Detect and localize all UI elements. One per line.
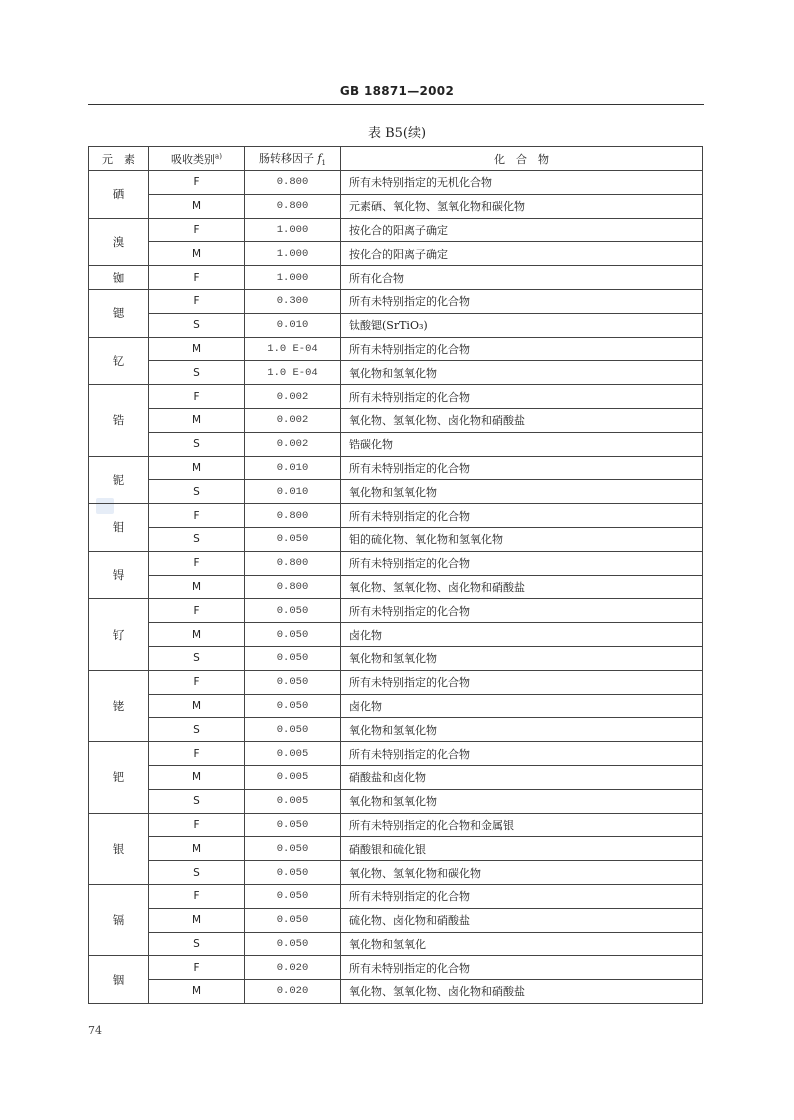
- class-cell: F: [149, 956, 245, 980]
- class-cell: S: [149, 646, 245, 670]
- factor-cell: 0.002: [245, 385, 341, 409]
- factor-cell: 0.050: [245, 670, 341, 694]
- compound-cell: 所有未特别指定的化合物: [341, 385, 703, 409]
- class-cell: S: [149, 932, 245, 956]
- factor-cell: 0.800: [245, 171, 341, 195]
- factor-cell: 0.005: [245, 765, 341, 789]
- class-cell: M: [149, 765, 245, 789]
- class-cell: F: [149, 551, 245, 575]
- table-row: [89, 504, 703, 528]
- compound-cell: 所有未特别指定的化合物: [341, 956, 703, 980]
- table-row: [89, 694, 703, 718]
- factor-cell: 0.010: [245, 313, 341, 337]
- compound-cell: 硝酸盐和卤化物: [341, 765, 703, 789]
- factor-cell: 0.300: [245, 289, 341, 313]
- table-row: [89, 361, 703, 385]
- class-cell: S: [149, 789, 245, 813]
- compound-cell: 按化合的阳离子确定: [341, 242, 703, 266]
- table-row: [89, 623, 703, 647]
- class-cell: S: [149, 432, 245, 456]
- class-cell: F: [149, 218, 245, 242]
- table-row: [89, 742, 703, 766]
- class-cell: F: [149, 599, 245, 623]
- element-cell: 钌: [89, 599, 149, 670]
- compound-cell: 所有未特别指定的化合物: [341, 551, 703, 575]
- table-row: [89, 908, 703, 932]
- table-row: [89, 932, 703, 956]
- header-compound: 化 合 物: [341, 147, 703, 171]
- class-cell: M: [149, 408, 245, 432]
- compound-cell: 氧化物、氢氧化物、卤化物和硝酸盐: [341, 980, 703, 1004]
- table-row: [89, 432, 703, 456]
- class-cell: M: [149, 980, 245, 1004]
- element-cell: 钇: [89, 337, 149, 385]
- compound-cell: 卤化物: [341, 623, 703, 647]
- factor-cell: 0.050: [245, 718, 341, 742]
- factor-cell: 0.010: [245, 480, 341, 504]
- table-row: [89, 194, 703, 218]
- compound-cell: 所有未特别指定的化合物: [341, 337, 703, 361]
- compound-cell: 氧化物、氢氧化物、卤化物和硝酸盐: [341, 575, 703, 599]
- compound-cell: 所有未特别指定的化合物和金属银: [341, 813, 703, 837]
- table-row: [89, 980, 703, 1004]
- class-cell: F: [149, 266, 245, 290]
- table-row: [89, 670, 703, 694]
- class-cell: F: [149, 813, 245, 837]
- class-cell: M: [149, 337, 245, 361]
- factor-cell: 0.050: [245, 813, 341, 837]
- compound-cell: 所有化合物: [341, 266, 703, 290]
- factor-cell: 0.002: [245, 432, 341, 456]
- table-row: [89, 789, 703, 813]
- header-factor-label: 肠转移因子: [258, 151, 314, 165]
- factor-cell: 0.020: [245, 980, 341, 1004]
- table-row: [89, 599, 703, 623]
- class-cell: M: [149, 194, 245, 218]
- table-row: [89, 337, 703, 361]
- header-element: 元 素: [89, 147, 149, 171]
- class-cell: M: [149, 242, 245, 266]
- compound-cell: 按化合的阳离子确定: [341, 218, 703, 242]
- compound-cell: 所有未特别指定的化合物: [341, 742, 703, 766]
- factor-cell: 0.010: [245, 456, 341, 480]
- factor-cell: 0.050: [245, 623, 341, 647]
- factor-cell: 0.050: [245, 884, 341, 908]
- factor-cell: 0.050: [245, 599, 341, 623]
- compound-cell: 所有未特别指定的化合物: [341, 884, 703, 908]
- factor-cell: 0.050: [245, 932, 341, 956]
- class-cell: S: [149, 480, 245, 504]
- factor-cell: 0.050: [245, 861, 341, 885]
- element-cell: 铌: [89, 456, 149, 504]
- factor-cell: 0.005: [245, 789, 341, 813]
- table-row: [89, 289, 703, 313]
- compound-cell: 锆碳化物: [341, 432, 703, 456]
- class-cell: S: [149, 718, 245, 742]
- factor-cell: 0.800: [245, 194, 341, 218]
- class-cell: F: [149, 504, 245, 528]
- compound-cell: 氧化物、氢氧化物和碳化物: [341, 861, 703, 885]
- factor-cell: 0.002: [245, 408, 341, 432]
- factor-cell: 0.800: [245, 551, 341, 575]
- factor-cell: 0.800: [245, 575, 341, 599]
- table-body: [89, 171, 703, 1004]
- compound-cell: 氧化物和氢氧化物: [341, 361, 703, 385]
- table-header-row: [89, 147, 703, 171]
- header-class-label: 吸收类别: [171, 152, 216, 166]
- table-row: [89, 837, 703, 861]
- element-cell: 镉: [89, 884, 149, 955]
- factor-cell: 1.0 E-04: [245, 361, 341, 385]
- element-cell: 钯: [89, 742, 149, 813]
- table-row: [89, 884, 703, 908]
- class-cell: S: [149, 313, 245, 337]
- class-cell: M: [149, 623, 245, 647]
- compound-cell: 钼的硫化物、氧化物和氢氧化物: [341, 527, 703, 551]
- table-row: [89, 242, 703, 266]
- factor-cell: 0.050: [245, 837, 341, 861]
- class-cell: M: [149, 694, 245, 718]
- table-row: [89, 646, 703, 670]
- table-row: [89, 171, 703, 195]
- compound-cell: 氧化物和氢氧化物: [341, 480, 703, 504]
- header-factor-symbol: f: [317, 151, 322, 165]
- factor-cell: 1.000: [245, 218, 341, 242]
- document-code-header: GB 18871—2002: [339, 84, 455, 98]
- class-cell: M: [149, 456, 245, 480]
- table-row: [89, 575, 703, 599]
- header-factor-subscript: 1: [321, 159, 327, 168]
- factor-cell: 0.050: [245, 646, 341, 670]
- factor-cell: 0.050: [245, 527, 341, 551]
- table-row: [89, 718, 703, 742]
- absorption-table: [88, 146, 703, 1004]
- class-cell: M: [149, 575, 245, 599]
- element-cell: 钼: [89, 504, 149, 552]
- compound-cell: 所有未特别指定的化合物: [341, 504, 703, 528]
- table-row: [89, 527, 703, 551]
- class-cell: S: [149, 861, 245, 885]
- header-class-footnote: a): [215, 151, 222, 160]
- factor-cell: 0.050: [245, 694, 341, 718]
- factor-cell: 0.020: [245, 956, 341, 980]
- compound-cell: 元素硒、氧化物、氢氧化物和碳化物: [341, 194, 703, 218]
- compound-cell: 氧化物和氢氧化物: [341, 646, 703, 670]
- compound-cell: 氧化物和氢氧化物: [341, 718, 703, 742]
- table-row: [89, 313, 703, 337]
- header-rule: [88, 104, 704, 105]
- table-row: [89, 408, 703, 432]
- class-cell: F: [149, 884, 245, 908]
- header-class: [149, 147, 245, 171]
- element-cell: 锝: [89, 551, 149, 599]
- table-row: [89, 385, 703, 409]
- element-cell: 铷: [89, 266, 149, 290]
- factor-cell: 0.800: [245, 504, 341, 528]
- element-cell: 溴: [89, 218, 149, 266]
- class-cell: F: [149, 289, 245, 313]
- table-row: [89, 551, 703, 575]
- compound-cell: 所有未特别指定的无机化合物: [341, 171, 703, 195]
- element-cell: 锆: [89, 385, 149, 456]
- table-row: [89, 218, 703, 242]
- table-row: [89, 480, 703, 504]
- compound-cell: 所有未特别指定的化合物: [341, 599, 703, 623]
- class-cell: F: [149, 171, 245, 195]
- table-row: [89, 765, 703, 789]
- compound-cell: 氧化物、氢氧化物、卤化物和硝酸盐: [341, 408, 703, 432]
- table-row: [89, 861, 703, 885]
- compound-cell: 硝酸银和硫化银: [341, 837, 703, 861]
- compound-cell: 卤化物: [341, 694, 703, 718]
- compound-cell: 所有未特别指定的化合物: [341, 456, 703, 480]
- element-cell: 铟: [89, 956, 149, 1004]
- element-cell: 铑: [89, 670, 149, 741]
- table-row: [89, 266, 703, 290]
- factor-cell: 0.050: [245, 908, 341, 932]
- factor-cell: 1.000: [245, 266, 341, 290]
- compound-cell: 氧化物和氢氧化: [341, 932, 703, 956]
- class-cell: M: [149, 837, 245, 861]
- factor-cell: 1.0 E-04: [245, 337, 341, 361]
- compound-cell: 钛酸锶(SrTiO₃): [341, 313, 703, 337]
- factor-cell: 1.000: [245, 242, 341, 266]
- compound-cell: 氧化物和氢氧化物: [341, 789, 703, 813]
- factor-cell: 0.005: [245, 742, 341, 766]
- class-cell: S: [149, 361, 245, 385]
- element-cell: 硒: [89, 171, 149, 219]
- table-title: 表 B5(续): [367, 126, 427, 141]
- table-row: [89, 456, 703, 480]
- class-cell: F: [149, 742, 245, 766]
- class-cell: F: [149, 385, 245, 409]
- table-row: [89, 813, 703, 837]
- element-cell: 锶: [89, 289, 149, 337]
- element-cell: 银: [89, 813, 149, 884]
- compound-cell: 硫化物、卤化物和硝酸盐: [341, 908, 703, 932]
- compound-cell: 所有未特别指定的化合物: [341, 670, 703, 694]
- class-cell: F: [149, 670, 245, 694]
- page-number: 74: [88, 1024, 102, 1037]
- table-row: [89, 956, 703, 980]
- class-cell: M: [149, 908, 245, 932]
- header-factor: [245, 147, 341, 171]
- class-cell: S: [149, 527, 245, 551]
- compound-cell: 所有未特别指定的化合物: [341, 289, 703, 313]
